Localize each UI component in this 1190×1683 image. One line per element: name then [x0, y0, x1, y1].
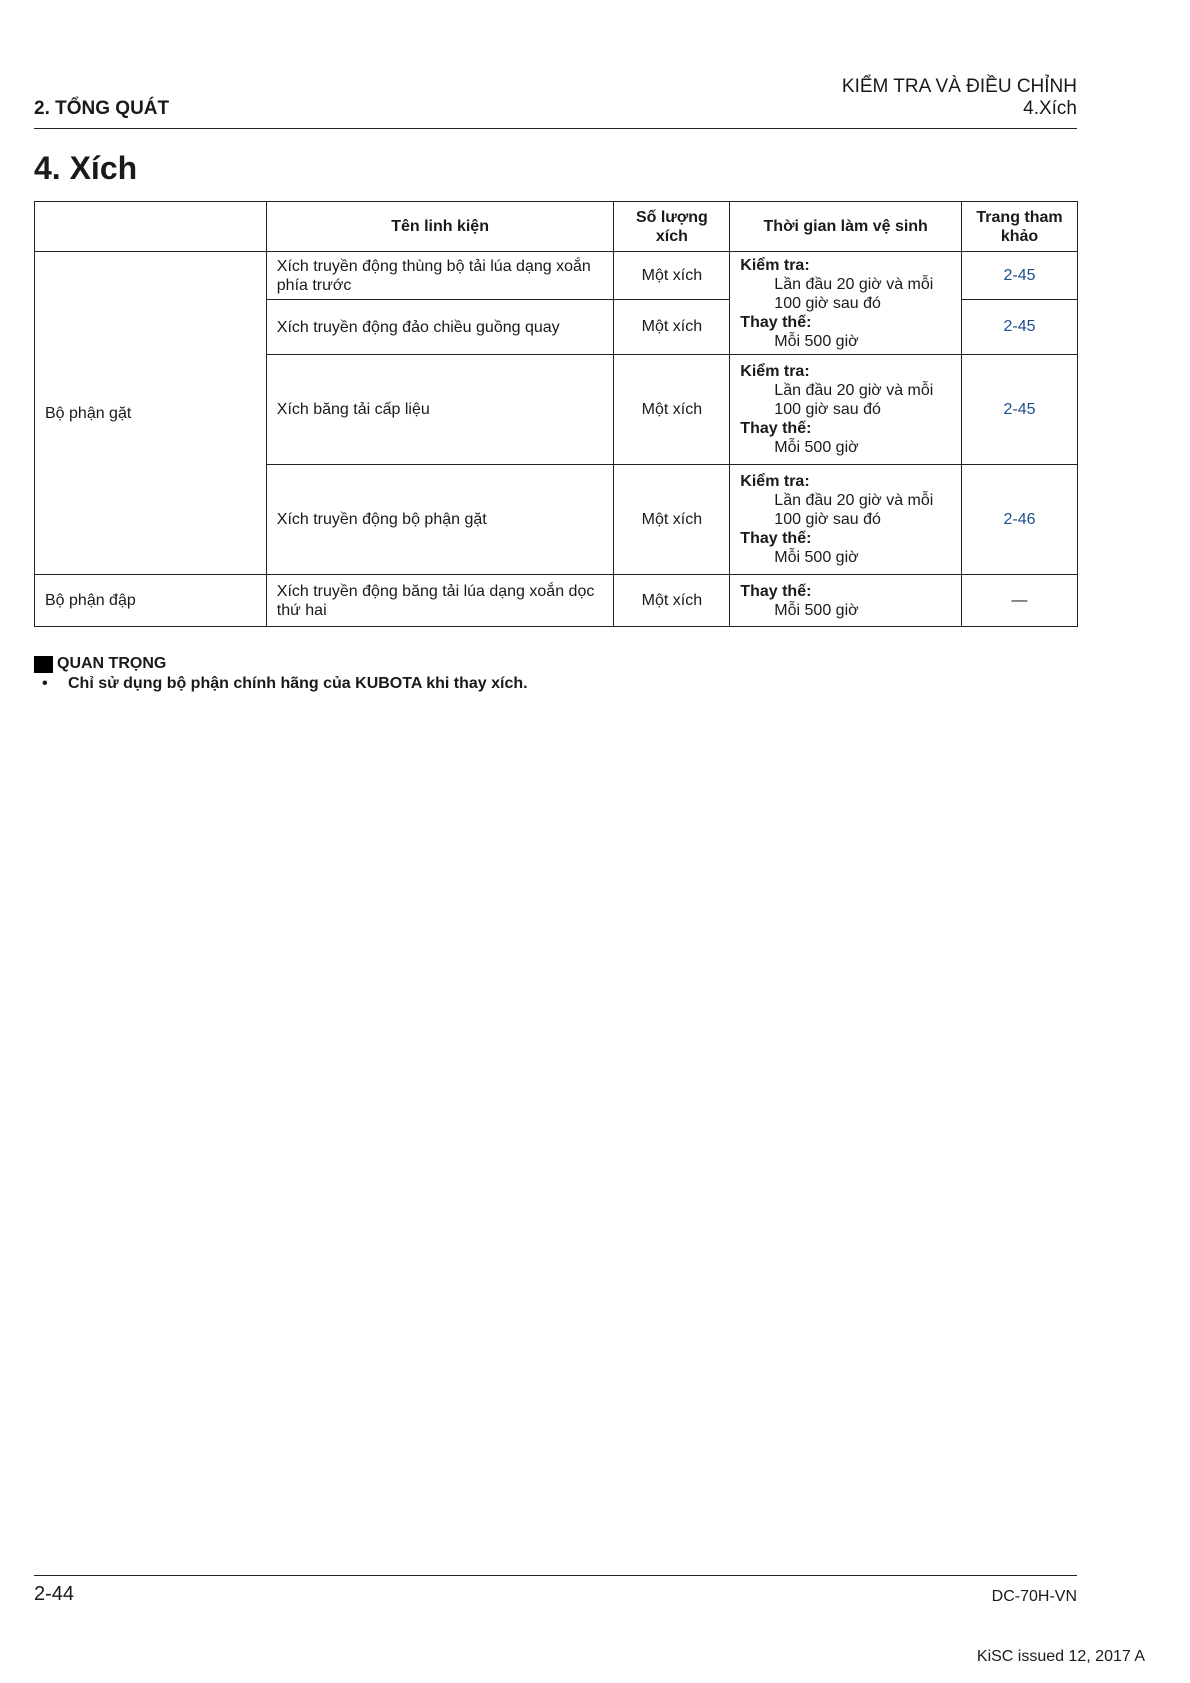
footer-rule	[34, 1575, 1077, 1576]
reference-link[interactable]: 2-45	[962, 355, 1078, 465]
replace-interval: Mỗi 500 giờ	[774, 439, 859, 456]
replace-label: Thay thế:	[740, 582, 812, 600]
part-quantity: Một xích	[614, 355, 730, 465]
check-interval-line1: Lần đầu 20 giờ và mỗi	[774, 275, 934, 293]
header-reference: Trang tham khảo	[962, 202, 1078, 252]
check-interval-line1: Lần đầu 20 giờ và mỗi	[774, 382, 934, 399]
header-quantity: Số lượng xích	[614, 202, 730, 252]
part-quantity: Một xích	[614, 252, 730, 300]
header-cell-empty	[35, 202, 267, 252]
reference-link[interactable]: 2-45	[962, 252, 1078, 300]
replace-label: Thay thế:	[740, 313, 812, 331]
check-interval-line2: 100 giờ sau đó	[774, 294, 881, 312]
important-text: Chỉ sử dụng bộ phận chính hãng của KUBOTA khi thay xích.	[68, 675, 528, 692]
interval-cell	[730, 465, 962, 575]
check-label: Kiểm tra:	[740, 256, 810, 274]
check-interval-line1: Lần đầu 20 giờ và mỗi	[774, 492, 934, 509]
interval-cell	[730, 575, 962, 627]
interval-cell	[730, 252, 962, 355]
replace-label: Thay thế:	[740, 530, 812, 547]
interval-cell	[730, 355, 962, 465]
table-row	[35, 575, 1078, 627]
group-cell-harvest: Bộ phận gặt	[35, 252, 267, 575]
replace-interval: Mỗi 500 giờ	[774, 332, 859, 350]
reference-link[interactable]: 2-45	[962, 300, 1078, 355]
group-cell-threshing: Bộ phận đập	[35, 575, 267, 627]
part-name: Xích truyền động thùng bộ tải lúa dạng xoắn phía trước	[266, 252, 614, 300]
header-part-name: Tên linh kiện	[266, 202, 614, 252]
check-interval-line2: 100 giờ sau đó	[774, 511, 881, 528]
replace-label: Thay thế:	[740, 420, 812, 437]
check-label: Kiểm tra:	[740, 363, 810, 380]
running-header	[842, 76, 1077, 120]
header-rule	[34, 128, 1077, 129]
table-header-row	[35, 202, 1078, 252]
chapter-title: KIỂM TRA VÀ ĐIỀU CHỈNH	[841, 76, 1077, 97]
bullet-icon: •	[42, 675, 48, 692]
table-row	[35, 252, 1078, 300]
document-code: DC-70H-VN	[991, 1588, 1077, 1605]
page-number: 2-44	[34, 1583, 75, 1605]
chain-table	[34, 201, 1078, 627]
important-label: QUAN TRỌNG	[57, 655, 167, 672]
important-note	[42, 675, 528, 693]
part-name: Xích truyền động băng tải lúa dạng xoắn dọc thứ hai	[266, 575, 614, 627]
part-quantity: Một xích	[614, 300, 730, 355]
page-title: 4. Xích	[34, 150, 138, 186]
header-interval: Thời gian làm vệ sinh	[730, 202, 962, 252]
part-name: Xích truyền động đảo chiều guồng quay	[266, 300, 614, 355]
check-interval-line2: 100 giờ sau đó	[774, 401, 881, 418]
reference-none: —	[962, 575, 1078, 627]
important-square-icon	[34, 656, 53, 673]
issue-note: KiSC issued 12, 2017 A	[976, 1648, 1145, 1665]
check-label: Kiểm tra:	[740, 473, 810, 490]
replace-interval: Mỗi 500 giờ	[774, 549, 859, 566]
part-quantity: Một xích	[614, 465, 730, 575]
reference-link[interactable]: 2-46	[962, 465, 1078, 575]
part-name: Xích truyền động bộ phận gặt	[266, 465, 614, 575]
part-quantity: Một xích	[614, 575, 730, 627]
section-heading: 2. TỔNG QUÁT	[34, 98, 170, 119]
subsection-title: 4.Xích	[1023, 98, 1077, 119]
replace-interval: Mỗi 500 giờ	[774, 601, 859, 619]
part-name: Xích băng tải cấp liệu	[266, 355, 614, 465]
important-heading	[34, 655, 166, 673]
